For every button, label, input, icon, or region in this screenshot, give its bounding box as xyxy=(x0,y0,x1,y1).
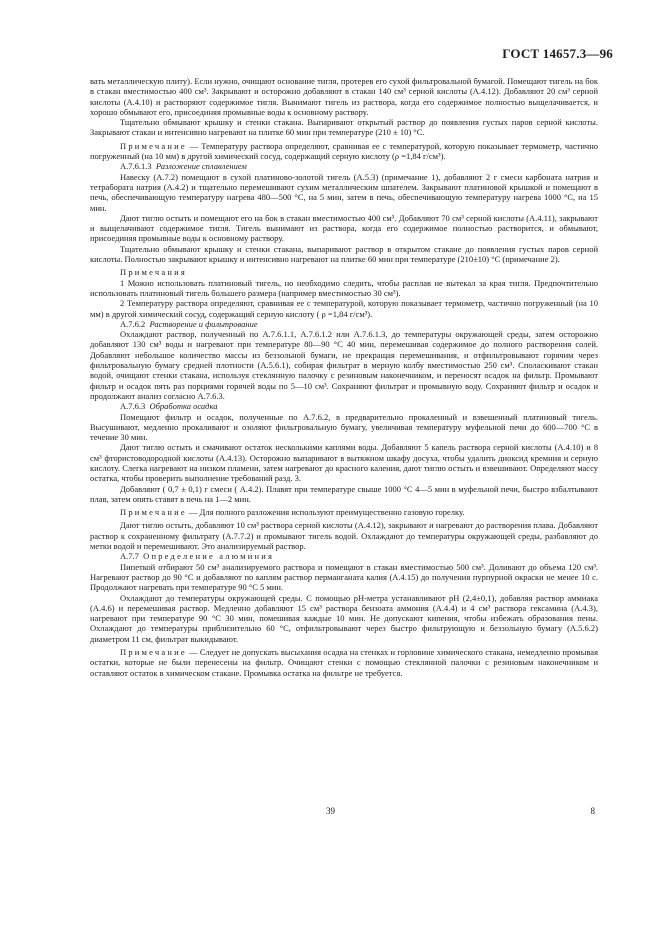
section-heading xyxy=(90,319,598,329)
section-number: А.7.6.1.3 xyxy=(120,161,152,172)
section-heading xyxy=(90,161,598,171)
section-heading xyxy=(90,551,598,561)
section-number: А.7.6.3 xyxy=(120,401,146,412)
notes-label: Примечания xyxy=(120,267,187,278)
paragraph: Дают тиглю остыть, добавляют 10 см³ раствора серной кислоты (А.4.12), закрывают и нагревают до растворения плава. Добавляют раствор к сохраненному фильтрату (А.7.7.2) и промывают тигель водой. Охлаждают до температуры окружающей среды, разбавляют до метки водой и перемешивают. Это анализируемый раствор. xyxy=(90,520,598,552)
page-number: 39 xyxy=(326,806,335,816)
corner-number: 8 xyxy=(590,806,595,816)
paragraph: Тщательно обмывают крышку и стенки стакана. Выпаривают открытый раствор до появления густых паров серной кислоты. Закрывают стакан и интенсивно нагревают на плитке 60 мин при температуре (210 ± 10) °С. xyxy=(90,117,598,138)
section-title: Разложение сплавлением xyxy=(155,161,247,172)
note-label: Примечание xyxy=(120,140,187,151)
note-paragraph xyxy=(90,647,598,678)
paragraph-continuation: вать металлическую плиту). Если нужно, очищают основание тигля, протерев его сухой фильтровальной бумагой. Помещают тигель на бок в стакан вместимостью 400 см³. Закрывают и осторожно добавляют в стакан 140 см³ серной кислоты (А.4.12). Добавляют 20 см³ серной кислоты (А.4.10) и растворяют содержимое тигля. Вынимают тигель из раствора, когда его содержимое полностью выщелачивается, и хорошо обмывают его, присоединяя промывные воды к основному раствору. xyxy=(90,76,598,117)
document-body xyxy=(90,76,598,678)
paragraph: Тщательно обмывают крышку и стенки стакана, выпаривают раствор в открытом стакане до появления густых паров серной кислоты. Полностью закрывают крышку и интенсивно нагревают на плитке 60 мин при температуре (210±10) °С (примечание 2). xyxy=(90,243,598,265)
paragraph: Навеску (А.7.2) помещают в сухой платиново-золотой тигель (А.5.3) (примечание 1), добавляют 2 г смеси карбоната натрия и тетрабората натрия (А.4.2) и тщательно перемешивают сухим металлическим шпателем. Закрывают платиновой крышкой и помещают в печь, обеспечивающую температуру нагрева 480—500 °С, на 5 мин, затем в печь, обеспечивающую температуру нагрева 1000 °С, на 15 мин. xyxy=(90,171,598,213)
note-text: — Для полного разложения используют преимущественно газовую горелку. xyxy=(186,507,465,518)
section-title: Обработка осадка xyxy=(149,401,218,412)
paragraph: Охлаждают до температуры окружающей среды. С помощью рН-метра устанавливают рН (2,4±0,1), добавляя раствор аммиака (А.4.6) и перемешивая раствор. Медленно добавляют 15 см³ раствора бензоата аммония (А.4.4) и 4 см³ раствора гексамина (А.4.3), нагревают при температуре 90 °С 30 мин, помешивая каждые 10 мин. Не допускают кипения, чтобы избежать образования пены. Охлаждают до температуры приблизительно 60 °С, отфильтровывают через быстро фильтрующую и беззольную бумагу (А.5.6.2) диаметром 11 см, фильтрат выкидывают. xyxy=(90,592,598,644)
note-text: — Температуру раствора определяют, сравнивая ее с температурой, которую показывает термометр, частично погруженный (на 10 мм) в другой химический сосуд, содержащий серную кислоту (ρ =1,84 г/см³). xyxy=(90,140,598,162)
note-label: Примечание xyxy=(120,507,187,518)
paragraph: Помещают фильтр и осадок, полученные по А.7.6.2, в предварительно прокаленный и взвешенный платиновый тигель. Высушивают, медленно прокаливают и озоляют фильтровальную бумагу, увеличивая температуру муфельной печи до 600—700 °С в течение 30 мин. xyxy=(90,411,598,443)
note-paragraph xyxy=(90,141,598,162)
note-label: Примечание xyxy=(120,647,187,658)
paragraph: Пипеткой отбирают 50 см³ анализируемого раствора и помещают в стакан вместимостью 500 см³. Доливают до объема 120 см³. Нагревают раствор до 90 °С и добавляют по каплям раствор перманганата калия (А.4.15) до получения пурпурной окраски не менее 10 с. Продолжают нагревать при температуре 90 °С 5 мин. xyxy=(90,561,598,593)
section-number: А.7.6.2 xyxy=(120,318,146,329)
paragraph: Охлаждают раствор, полученный по А.7.6.1.1, А.7.6.1.2 или А.7.6.1.3, до температуры окружающей среды, затем осторожно добавляют 130 см³ воды и нагревают при температуре 80—90 °С 40 мин, перемешивая содержимое до полного растворения солей. Добавляют небольшое количество массы из беззольной бумаги, не прекращая перемешивания, и отфильтровывают горячим через фильтровальную бумагу средней плотности (А.5.6.1), собирая фильтрат в мерную колбу вместимостью 250 см³. Споласкивают стакан водой, очищают стенки стакана, используя стеклянную палочку с резиновым наконечником, и переносят осадок на фильтр. Промывают фильтр и осадок пять раз порциями горячей воды по 5—10 см³. Сохраняют фильтрат и промывную воду. Сохраняют фильтр и осадок и продолжают анализ согласно А.7.6.3. xyxy=(90,329,598,401)
section-title: Определение алюминия xyxy=(143,551,275,562)
note-item: 1 Можно использовать платиновый тигель, но необходимо следить, чтобы расплав не вытекал за края тигля. Предпочтительно использовать платиновый тигель большего размера (например вместимостью 30 см³). xyxy=(90,277,598,298)
section-heading xyxy=(90,401,598,411)
paragraph: Добавляют ( 0,7 ± 0,1) г смеси ( А.4.2). Плавят при температуре свыше 1000 °С 4—5 мин в муфельной печи, быстро взбалтывают плав, затем опять ставят в печь на 1—2 мин. xyxy=(90,483,598,504)
notes-heading xyxy=(90,267,598,277)
document-header: ГОСТ 14657.3—96 xyxy=(502,46,613,61)
paragraph: Дают тиглю остыть и смачивают остаток несколькими каплями воды. Добавляют 5 капель раствора серной кислоты (А.4.10) и 8 см³ фтористоводородной кислоты (А.4.13). Осторожно выпаривают в вытяжном шкафу досуха, чтобы удалить диоксид кремния и серную кислоту. Слегка нагревают на низком пламени, затем нагревают до красного каления, дают тиглю остыть и взвешивают. Определяют массу остатка, чтобы проверить выполнение требований разд. 3. xyxy=(90,442,598,484)
section-number: А.7.7 xyxy=(120,551,139,562)
note-paragraph xyxy=(90,507,598,517)
note-item: 2 Температуру раствора определяют, сравнивая ее с температурой, которую показывает термометр, частично погруженный (на 10 мм) в другой химический сосуд, содержащий серную кислоту ( ρ =1,84 г/см³). xyxy=(90,298,598,319)
section-title: Растворение и фильтрование xyxy=(149,318,258,329)
note-text: — Следует не допускать высыхания осадка на стенках и горловине химического стакана, немедленно промывая остатки, которые не были перенесены на фильтр. Очищают стенки с помощью стеклянной палочки с резиновым наконечником и оставляют остаток в химическом стакане. Промывка остатка на фильтре не требуется. xyxy=(90,647,598,678)
paragraph: Дают тиглю остыть и помещают его на бок в стакан вместимостью 400 см³. Добавляют 70 см³ серной кислоты (А.4.11), закрывают и выщелачивают содержимое тигля. Тигель вынимают из раствора, когда его содержимое полностью растворится, и обмывают, присоединяя промывные воды к основному раствору. xyxy=(90,212,598,244)
